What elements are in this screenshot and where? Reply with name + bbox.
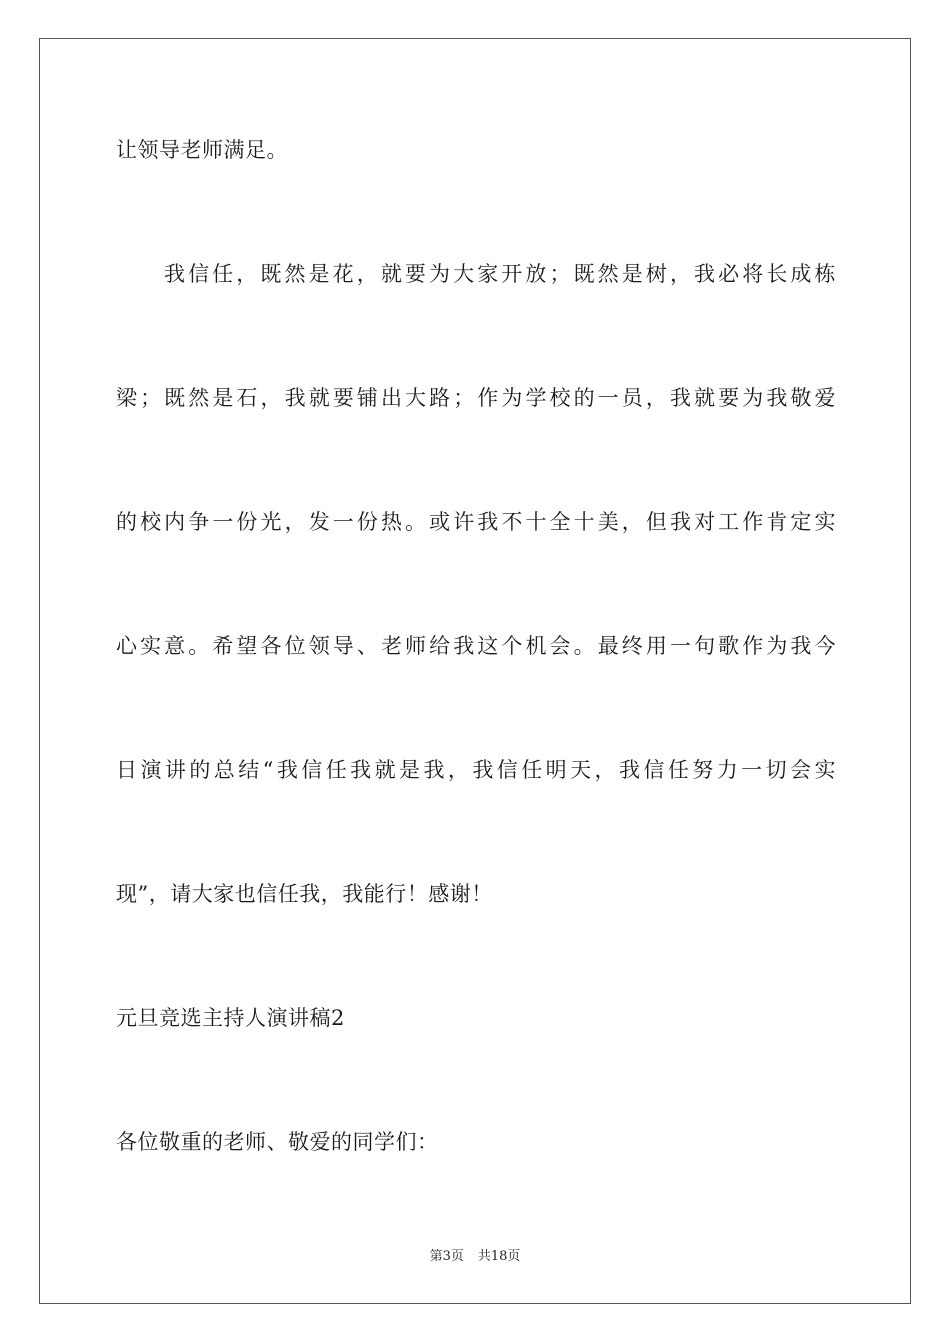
paragraph-line: 日演讲的总结“我信任我就是我，我信任明天，我信任努力一切会实 [116, 758, 836, 782]
paragraph-line: 心实意。希望各位领导、老师给我这个机会。最终用一句歌作为我今 [116, 634, 836, 658]
paragraph-line: 的校内争一份光，发一份热。或许我不十全十美，但我对工作肯定实 [116, 510, 836, 534]
page-footer [0, 1248, 950, 1266]
paragraph-line: 现”，请大家也信任我，我能行！感谢！ [116, 882, 493, 906]
page-number: 第3页 [429, 1249, 464, 1264]
page-total: 共18页 [477, 1249, 521, 1264]
salutation-line: 各位敬重的老师、敬爱的同学们： [116, 1130, 439, 1154]
paragraph-line: 我信任，既然是花，就要为大家开放；既然是树，我必将长成栋 [164, 262, 836, 286]
section-heading: 元旦竞选主持人演讲稿2 [116, 1006, 345, 1030]
page-border [39, 38, 911, 1304]
paragraph-line: 让领导老师满足。 [116, 138, 288, 162]
paragraph-line: 梁；既然是石，我就要铺出大路；作为学校的一员，我就要为我敬爱 [116, 386, 836, 410]
